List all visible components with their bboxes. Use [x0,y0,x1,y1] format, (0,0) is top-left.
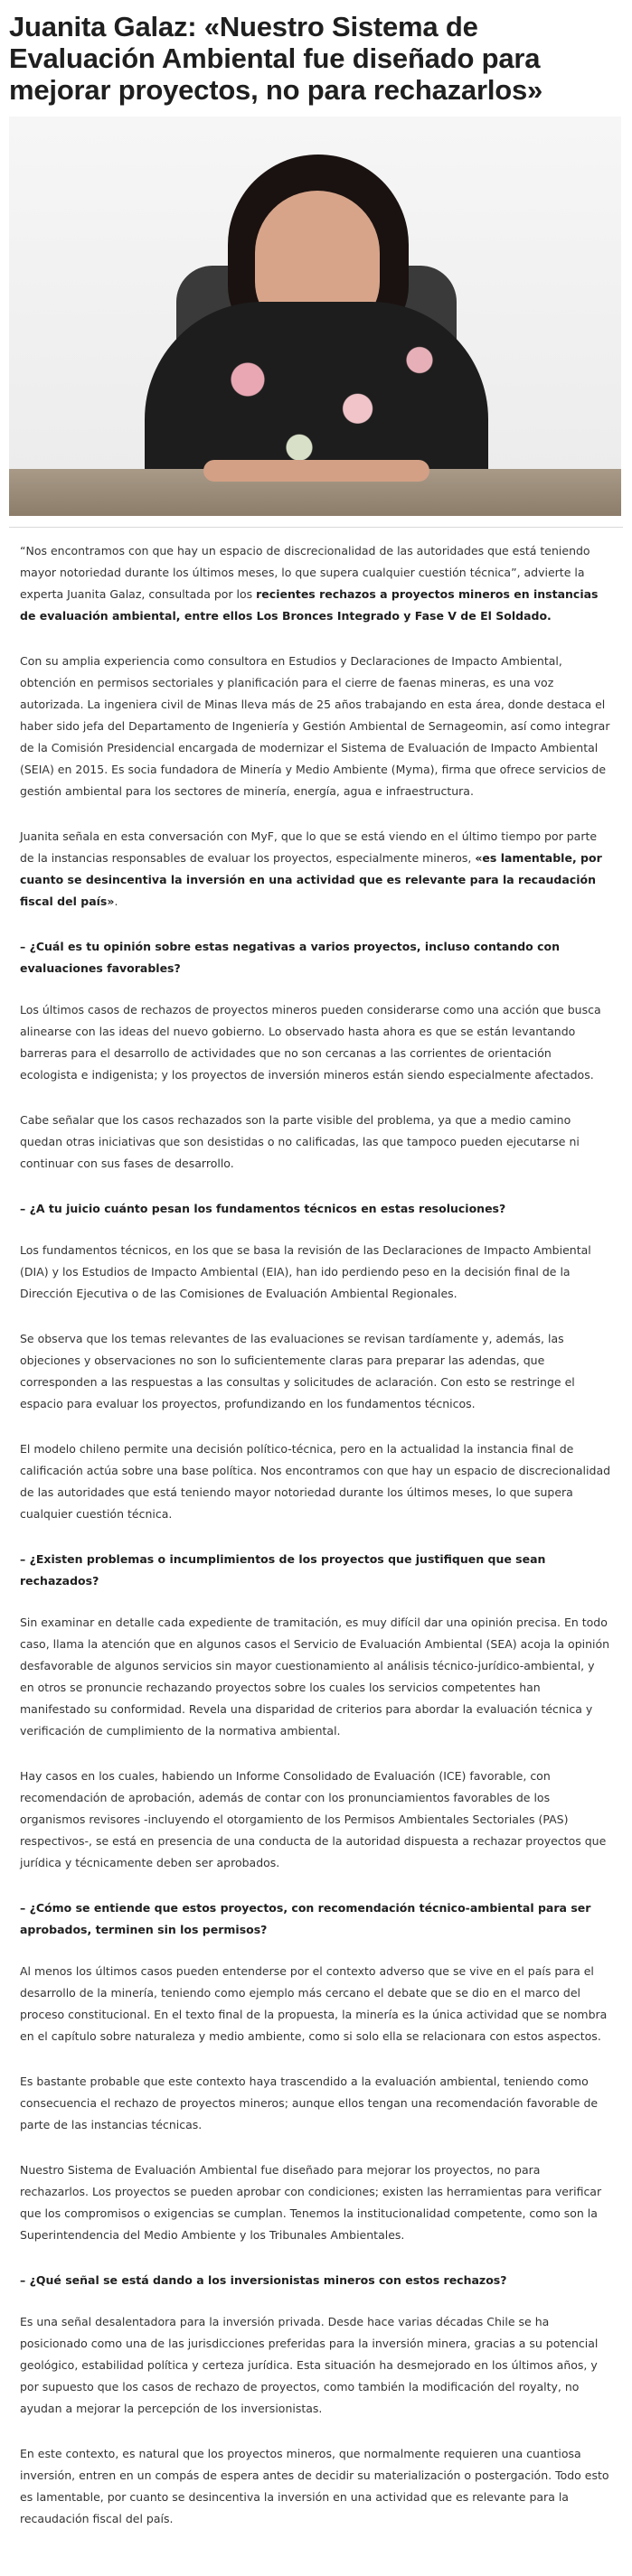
paragraph-text: Los últimos casos de rechazos de proyectos mineros pueden considerarse como una acción que busca alinearse con las ideas del nuevo gobierno. Lo observado hasta ahora es que se están levantando barreras para el desarrollo de actividades que no son cercanas a las corrientes de orientación ecologista e indigenista; y los proyectos de inversión mineros están siendo especialmente afectados. [20,1003,601,1082]
article-paragraph [20,1612,612,1742]
paragraph-text: Juanita señala en esta conversación con MyF, que lo que se está viendo en el último tiempo por parte de la instancias responsables de evaluar los proyectos, especialmente mineros, [20,829,598,865]
article-paragraph [20,999,612,1086]
article-paragraph [20,1110,612,1175]
article-page [0,11,632,2530]
paragraph-text: – ¿A tu juicio cuánto pesan los fundamentos técnicos en estas resoluciones? [20,1202,506,1215]
paragraph-text: – ¿Cómo se entiende que estos proyectos, con recomendación técnico-ambiental para ser aprobados, terminen sin los permisos? [20,1901,591,1936]
paragraph-text: “Nos encontramos con que hay un espacio de discrecionalidad de las autoridades que está teniendo mayor notoriedad durante los últimos meses, lo que supera cualquier cuestión técnica”, advierte la experta Juanita Galaz, consultada por los [20,544,590,601]
paragraph-text: . [114,895,118,908]
paragraph-text: – ¿Cuál es tu opinión sobre estas negativas a varios proyectos, incluso contando con evaluaciones favorables? [20,940,561,975]
photo-arms [203,460,429,482]
article-body [9,540,623,2530]
article-paragraph [20,1961,612,2047]
interview-question [20,936,612,979]
paragraph-text: Sin examinar en detalle cada expediente de tramitación, es muy difícil dar una opinión precisa. En todo caso, llama la atención que en algunos casos el Servicio de Evaluación Ambiental (SEA) acoja la opinión desfavorable de algunos servicios sin mayor cuestionamiento al análisis técnico-jurídico-ambiental, y en otros se pronuncie rechazando proyectos sobre los cuales los servicios competentes han manifestado su conformidad. Revela una disparidad de criterios para abordar la evaluación técnica y verificación de cumplimiento de la normativa ambiental. [20,1616,610,1738]
paragraph-text: Es bastante probable que este contexto haya trascendido a la evaluación ambiental, teniendo como consecuencia el rechazo de proyectos mineros; aunque ellos tengan una recomendación favorable de parte de las instancias técnicas. [20,2075,599,2131]
paragraph-text: Se observa que los temas relevantes de las evaluaciones se revisan tardíamente y, además, las objeciones y observaciones no son lo suficientemente claras para preparar las adendas, que corresponden a las respuestas a las consultas y solicitudes de aclaración. Con esto se restringe el espacio para evaluar los proyectos, profundizando en los fundamentos técnicos. [20,1332,575,1410]
portrait-photo [9,117,621,516]
paragraph-text: Con su amplia experiencia como consultora en Estudios y Declaraciones de Impacto Ambiental, obtención en permisos sectoriales y planificación para el cierre de faenas mineras, es una voz autorizada. La ingeniera civil de Minas lleva más de 25 años trabajando en esta área, donde destaca el haber sido jefa del Departamento de Ingeniería y Gestión Ambiental de Sernageomin, así como integrar de la Comisión Presidencial encargada de modernizar el Sistema de Evaluación de Impacto Ambiental (SEIA) en 2015. Es socia fundadora de Minería y Medio Ambiente (Myma), firma que ofrece servicios de gestión ambiental para los sectores de minería, energía, agua e infraestructura. [20,654,610,798]
interview-question [20,1549,612,1592]
article-paragraph [20,1328,612,1415]
divider [9,527,623,528]
article-paragraph [20,1438,612,1525]
emphasis-text: recientes rechazos a proyectos mineros en instancias de evaluación ambiental, entre ellos Los Bronces Integrado y Fase V de El Soldado. [20,587,599,623]
paragraph-text: Cabe señalar que los casos rechazados son la parte visible del problema, ya que a medio camino quedan otras iniciativas que son desistidas o no calificadas, las que tampoco pueden ejecutarse ni continuar con sus fases de desarrollo. [20,1113,580,1170]
article-paragraph [20,2443,612,2530]
article-paragraph [20,2071,612,2136]
paragraph-text: El modelo chileno permite una decisión político-técnica, pero en la actualidad la instancia final de calificación actúa sobre una base política. Nos encontramos con que hay un espacio de discrecionalidad de las autoridades que está teniendo mayor notoriedad durante los últimos meses, lo que supera cualquier cuestión técnica. [20,1442,611,1521]
article-paragraph [20,540,612,627]
emphasis-text: «es lamentable, por cuanto se desincentiva la inversión en una actividad que es relevante para la recaudación fiscal del país» [20,851,602,908]
paragraph-text: Los fundamentos técnicos, en los que se basa la revisión de las Declaraciones de Impacto Ambiental (DIA) y los Estudios de Impacto Ambiental (EIA), han ido perdiendo peso en la decisión final de la Dirección Ejecutiva o de las Comisiones de Evaluación Ambiental Regionales. [20,1243,591,1300]
interview-question [20,2270,612,2291]
article-paragraph [20,1766,612,1874]
article-paragraph [20,2159,612,2246]
article-paragraph [20,651,612,802]
article-paragraph [20,2311,612,2420]
article-paragraph [20,1240,612,1305]
paragraph-text: – ¿Existen problemas o incumplimientos de los proyectos que justifiquen que sean rechazados? [20,1552,546,1588]
paragraph-text: Al menos los últimos casos pueden entenderse por el contexto adverso que se vive en el país para el desarrollo de la minería, teniendo como ejemplo más cercano el debate que se dio en el marco del proceso constitucional. En el texto final de la propuesta, la minería es la única actividad que se nombra en el capítulo sobre naturaleza y medio ambiente, como si solo ella se relacionara con estos aspectos. [20,1964,608,2043]
interview-question [20,1198,612,1220]
paragraph-text: En este contexto, es natural que los proyectos mineros, que normalmente requieren una cuantiosa inversión, entren en un compás de espera antes de decidir su materialización o postergación. Todo esto es lamentable, por cuanto se desincentiva la inversión en una actividad que es relevante para la recaudación fiscal del país. [20,2447,609,2525]
article-title: Juanita Galaz: «Nuestro Sistema de Evaluación Ambiental fue diseñado para mejorar proyectos, no para rechazarlos» [9,11,543,106]
paragraph-text: – ¿Qué señal se está dando a los inversionistas mineros con estos rechazos? [20,2273,507,2287]
paragraph-text: Hay casos en los cuales, habiendo un Informe Consolidado de Evaluación (ICE) favorable, con recomendación de aprobación, además de contar con los pronunciamientos favorables de los organismos revisores -incluyendo el otorgamiento de los Permisos Ambientales Sectoriales (PAS) respectivos-, se está en presencia de una conducta de la autoridad dispuesta a rechazar proyectos que jurídica y técnicamente deben ser aprobados. [20,1769,607,1869]
paragraph-text: Es una señal desalentadora para la inversión privada. Desde hace varias décadas Chile se ha posicionado como una de las jurisdicciones preferidas para la inversión minera, gracias a su potencial geológico, estabilidad política y certeza jurídica. Esta situación ha desmejorado en los últimos años, y por supuesto que los casos de rechazo de proyectos, como también la modificación del royalty, no ayudan a mejorar la percepción de los inversionistas. [20,2315,599,2415]
paragraph-text: Nuestro Sistema de Evaluación Ambiental fue diseñado para mejorar los proyectos, no para rechazarlos. Los proyectos se pueden aprobar con condiciones; existen las herramientas para verificar que los compromisos o exigencias se cumplan. Tenemos la institucionalidad competente, como son la Superintendencia del Medio Ambiente y los Tribunales Ambientales. [20,2163,602,2242]
article-paragraph [20,826,612,913]
interview-question [20,1897,612,1941]
